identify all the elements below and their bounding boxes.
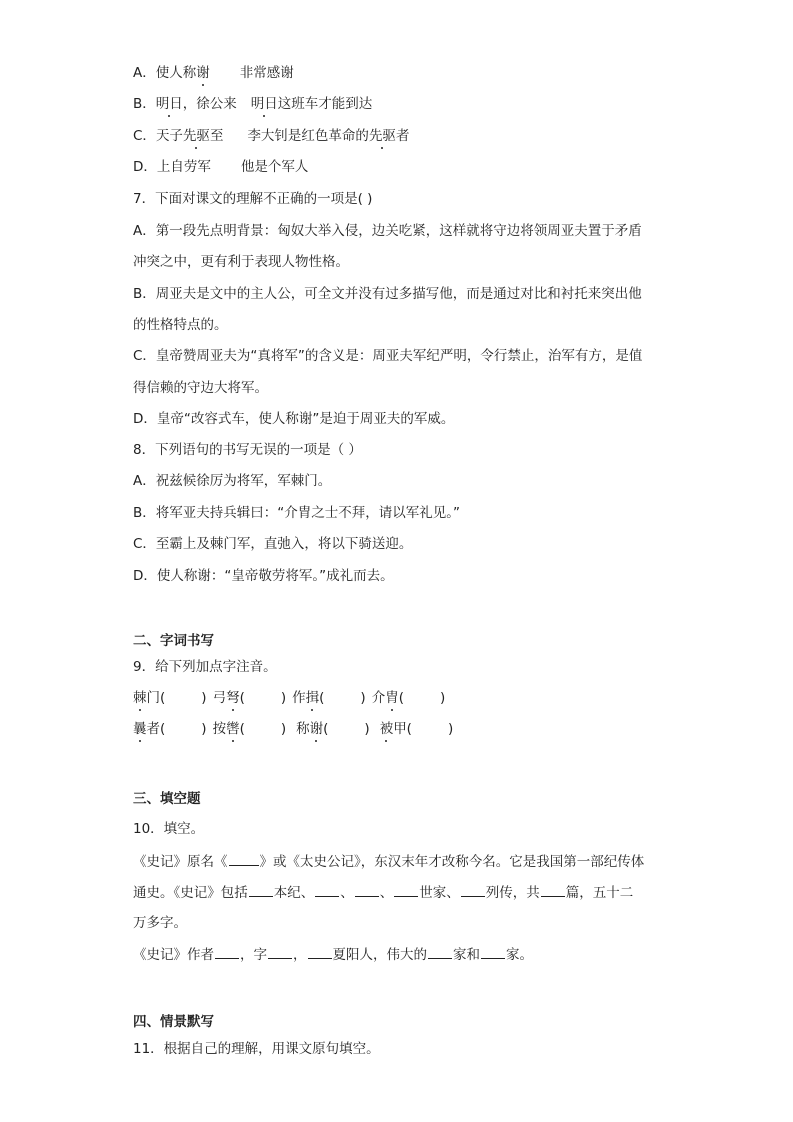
dotted-char: 谢	[196, 65, 210, 81]
q8-option-d: D．使人称谢：“皇帝敬劳将军。”成礼而去。	[133, 568, 394, 584]
q7-option-d: D．皇帝“改容式车，使人称谢”是迫于周亚夫的军威。	[133, 411, 455, 427]
section-heading-4: 四、情景默写	[133, 1014, 214, 1030]
fill-blank[interactable]	[541, 883, 565, 897]
q10-stem: 10．填空。	[133, 821, 205, 837]
dotted-char: 谢	[309, 721, 324, 737]
q7-option-c-cont: 得信赖的守边大将军。	[133, 380, 268, 396]
q6-option-a: A．使人称谢 非常感谢	[133, 65, 294, 81]
q7-option-a-cont: 冲突之中，更有利于表现人物性格。	[133, 254, 349, 270]
q6-option-d: D．上自劳军 他是个军人	[133, 159, 309, 175]
dotted-word: 先驱	[182, 128, 210, 144]
dotted-char: 棘	[133, 690, 147, 706]
q8-option-c: C．至霸上及棘门军，直弛入，将以下骑送迎。	[133, 536, 413, 552]
fill-blank[interactable]	[394, 883, 418, 897]
q10-line-4: 《史记》作者 ，字 ， 夏阳人，伟大的 家和 家。	[133, 947, 533, 963]
fill-blank[interactable]	[229, 852, 259, 866]
q9-stem: 9．给下列加点字注音。	[133, 659, 277, 675]
q7-stem: 7．下面对课文的理解不正确的一项是( )	[133, 191, 373, 207]
dotted-word: 明日	[155, 96, 183, 112]
q7-option-b-cont: 的性格特点的。	[133, 317, 228, 333]
q11-stem: 11．根据自己的理解，用课文原句填空。	[133, 1041, 380, 1057]
section-heading-3: 三、填空题	[133, 791, 201, 807]
fill-blank[interactable]	[215, 945, 239, 959]
dotted-char: 弩	[226, 690, 240, 706]
q10-line-3: 万多字。	[133, 915, 187, 931]
q7-option-a: A．第一段先点明背景：匈奴大举入侵，边关吃紧，这样就将守边将领周亚夫置于矛盾	[133, 223, 642, 239]
q8-option-a: A．祝兹候徐厉为将军，军棘门。	[133, 473, 332, 489]
dotted-word: 明日	[250, 96, 278, 112]
q7-option-c: C．皇帝赞周亚夫为“真将军”的含义是：周亚夫军纪严明，令行禁止，治军有方，是值	[133, 348, 643, 364]
fill-blank[interactable]	[481, 945, 505, 959]
fill-blank[interactable]	[308, 945, 332, 959]
q7-option-b: B．周亚夫是文中的主人公，可全文并没有过多描写他，而是通过对比和衬托来突出他	[133, 286, 642, 302]
q8-option-b: B．将军亚夫持兵辑曰：“介胄之士不拜，请以军礼见。”	[133, 505, 460, 521]
section-heading-2: 二、字词书写	[133, 633, 214, 649]
q6-option-c: C．天子先驱至 李大钊是红色革命的先驱者	[133, 128, 410, 144]
q9-row-1: 棘门( ) 弓弩( ) 作揖( ) 介胄( )	[133, 690, 446, 706]
q6-option-b: B．明日，徐公来 明日这班车才能到达	[133, 96, 373, 112]
q9-row-2: 曩者( ) 按辔( ) 称谢( ) 被甲( )	[133, 721, 454, 737]
dotted-char: 胄	[385, 690, 399, 706]
fill-blank[interactable]	[315, 883, 339, 897]
q8-stem: 8．下列语句的书写无误的一项是（ ）	[133, 442, 362, 458]
dotted-char: 揖	[305, 690, 320, 706]
fill-blank[interactable]	[249, 883, 273, 897]
dotted-char: 辔	[226, 721, 240, 737]
dotted-char: 被	[379, 721, 394, 737]
q10-line-2: 通史。《史记》包括 本纪、 、 、 世家、 列传，共 篇，五十二	[133, 885, 634, 901]
fill-blank[interactable]	[461, 883, 485, 897]
q10-line-1: 《史记》原名《 》或《太史公记》，东汉末年才改称今名。它是我国第一部纪传体	[133, 854, 645, 870]
dotted-word: 先驱	[368, 128, 396, 144]
fill-blank[interactable]	[268, 945, 292, 959]
fill-blank[interactable]	[355, 883, 379, 897]
dotted-char: 曩	[133, 721, 147, 737]
fill-blank[interactable]	[428, 945, 452, 959]
